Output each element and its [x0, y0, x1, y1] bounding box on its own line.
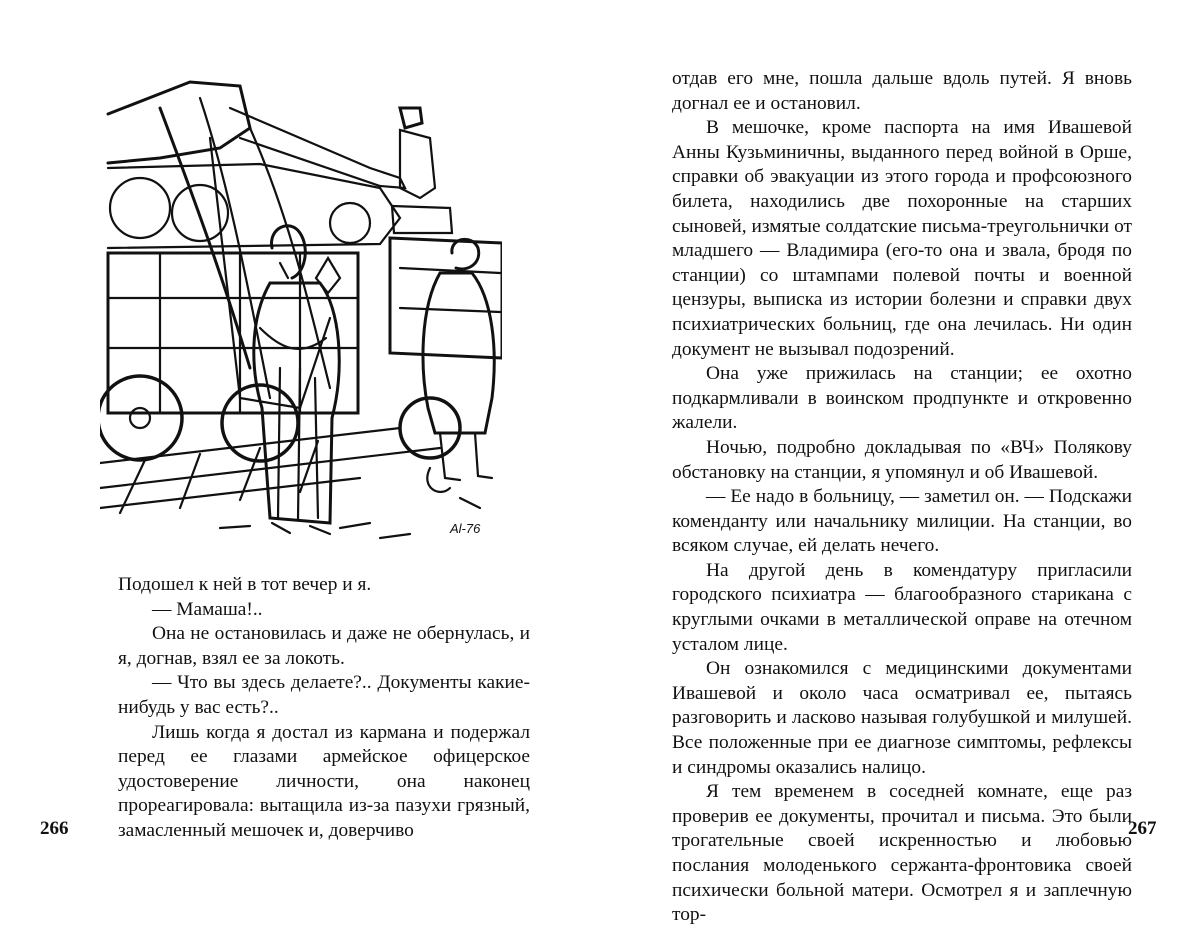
paragraph: — Мамаша!..	[152, 598, 263, 620]
illustration-signature: Al-76	[450, 521, 481, 536]
paragraph: — Ее надо в больницу, — заметил он. — Подскажи коменданту или начальнику милиции. На станции, во всяком случае, ей делать нечего.	[672, 486, 1132, 557]
paragraph: Подошел к ней в тот вечер и я.	[118, 574, 372, 595]
right-page	[600, 0, 1200, 926]
illustration-train-station	[100, 68, 502, 548]
paragraph: В мешочке, кроме паспорта на имя Ивашевой Анны Кузьминичны, выданного перед войной в Орше, справки об эвакуации из этого города и профсоюзного билета, находились две похоронные на старших сыновей, измятые солдатские письма-треугольнички от младшего — Владимира (его-то она и звала, бродя по станции) со штампами полевой почты и военной цензуры, выписка из истории болезни и справки двух психиатрических больниц, где она лечилась. Ни один документ не вызывал подозрений.	[672, 117, 1132, 360]
right-page-text	[672, 67, 1132, 928]
paragraph: Лишь когда я достал из кармана и подержал перед ее глазами армейское офицерское удостоверение личности, она наконец прореагировала: вытащила из-за пазухи грязный, замасленный мешочек и, доверчиво	[118, 721, 530, 841]
paragraph: Он ознакомился с медицинскими документами Ивашевой и около часа осматривал ее, пытаясь разговорить и ласково называя голубушкой и милушей. Все положенные при ее диагнозе симптомы, рефлексы и синдромы оказались налицо.	[672, 658, 1132, 778]
paragraph: На другой день в комендатуру пригласили городского психиатра — благообразного старикана с круглыми очками в металлической оправе на отечном усталом лице.	[672, 559, 1132, 655]
paragraph: Я тем временем в соседней комнате, еще раз проверив ее документы, прочитал и письма. Это были трогательные своей искренностью и любовью послания молоденького сержанта-фронтовика своей психически больной матери. Осмотрел я и заплечную тор-	[672, 781, 1132, 926]
left-page-text	[118, 573, 530, 844]
paragraph: Она уже прижилась на станции; ее охотно подкармливали в воинском продпункте и откровенно жалели.	[672, 363, 1132, 434]
left-page	[0, 0, 600, 877]
paragraph: — Что вы здесь делаете?.. Документы какие-нибудь у вас есть?..	[118, 672, 530, 718]
page-number-left: 266	[40, 818, 69, 839]
page-number-right: 267	[1128, 818, 1157, 839]
paragraph: Она не остановилась и даже не обернулась, и я, догнав, взял ее за локоть.	[118, 623, 530, 669]
paragraph: Ночью, подробно докладывая по «ВЧ» Полякову обстановку на станции, я упомянул и об Ивашевой.	[672, 436, 1132, 483]
paragraph: отдав его мне, пошла дальше вдоль путей. Я вновь догнал ее и остановил.	[672, 68, 1132, 114]
